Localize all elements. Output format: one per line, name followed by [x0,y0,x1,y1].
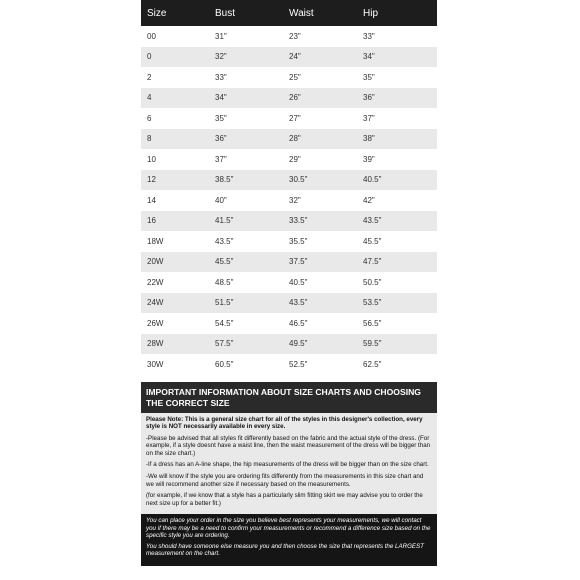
cell-bust: 43.5" [215,236,234,246]
cell-bust: 33" [215,72,227,82]
info-title: IMPORTANT INFORMATION ABOUT SIZE CHARTS AND CHOOSING THE CORRECT SIZE [141,382,437,413]
cell-waist: 29" [289,154,301,164]
table-row [141,67,437,88]
cell-waist: 46.5" [289,318,308,328]
cell-bust: 36" [215,134,227,144]
cell-size: 20W [147,257,164,267]
cell-bust: 31" [215,31,227,41]
cell-waist: 28" [289,134,301,144]
cell-hip: 37" [363,113,375,123]
cell-bust: 34" [215,93,227,103]
cell-size: 18W [147,236,164,246]
cell-size: 12 [147,175,156,185]
cell-size: 22W [147,277,164,287]
table-row [141,252,437,273]
cell-bust: 60.5" [215,359,234,369]
table-row [141,313,437,334]
cell-bust: 32" [215,52,227,62]
cell-bust: 45.5" [215,257,234,267]
header-bust: Bust [215,7,236,19]
cell-bust: 48.5" [215,277,234,287]
cell-hip: 59.5" [363,339,382,349]
info-paragraph: -We will know if the style you are ordering fits differently from the measurements in this size chart and we will recommend another size if necessary based on the measurements. [146,473,424,488]
cell-waist: 25" [289,72,301,82]
cell-bust: 37" [215,154,227,164]
cell-hip: 42" [363,195,375,205]
cell-bust: 57.5" [215,339,234,349]
info-dark-paragraph: You should have someone else measure you and then choose the size that represents the LARGEST measurement on the chart. [146,542,424,558]
table-row [141,211,437,232]
header-hip: Hip [363,7,379,19]
cell-bust: 54.5" [215,318,234,328]
table-row [141,272,437,293]
cell-hip: 39" [363,154,375,164]
cell-bust: 38.5" [215,175,234,185]
cell-hip: 43.5" [363,216,382,226]
info-note: Please Note: This is a general size chart for all of the styles in this designer's collection, every style is NOT necessarily available in every size. [146,415,423,431]
cell-hip: 56.5" [363,318,382,328]
cell-hip: 62.5" [363,359,382,369]
cell-hip: 45.5" [363,236,382,246]
cell-size: 2 [147,72,152,82]
table-row [141,108,437,129]
info-dark-box [141,514,437,566]
cell-hip: 53.5" [363,298,382,308]
cell-size: 8 [147,134,152,144]
cell-hip: 34" [363,52,375,62]
cell-waist: 37.5" [289,257,308,267]
info-dark-paragraph: You can place your order in the size you believe best represents your measurements, we will contact you if there may be a need to confirm your measurements or recommend a difference size based on the specific style you are ordering. [146,517,431,540]
cell-waist: 49.5" [289,339,308,349]
cell-waist: 30.5" [289,175,308,185]
table-row [141,190,437,211]
cell-waist: 43.5" [289,298,308,308]
table-row [141,231,437,252]
table-row [141,47,437,68]
cell-waist: 33.5" [289,216,308,226]
cell-hip: 33" [363,31,375,41]
cell-size: 30W [147,359,164,369]
cell-hip: 38" [363,134,375,144]
cell-waist: 32" [289,195,301,205]
cell-size: 00 [147,31,156,41]
cell-bust: 51.5" [215,298,234,308]
cell-waist: 23" [289,31,301,41]
table-row [141,129,437,150]
cell-size: 26W [147,318,164,328]
cell-hip: 47.5" [363,257,382,267]
cell-bust: 40" [215,195,227,205]
cell-bust: 41.5" [215,216,234,226]
cell-waist: 24" [289,52,301,62]
table-header [141,0,437,26]
header-size: Size [147,7,167,19]
cell-size: 0 [147,52,152,62]
table-row [141,149,437,170]
cell-bust: 35" [215,113,227,123]
cell-waist: 35.5" [289,236,308,246]
cell-waist: 26" [289,93,301,103]
info-paragraph: (for example, if we know that a style has a particularly slim fitting skirt we may advise you to order the next size up for a better fit.) [146,492,423,507]
cell-size: 6 [147,113,152,123]
cell-waist: 52.5" [289,359,308,369]
cell-waist: 40.5" [289,277,308,287]
info-paragraph: -Please be advised that all styles fit differently based on the fabric and the actual style of the dress. (For example, if a style doesnt have a waist line, then the waist measurement of the dress will be bigger than on the size chart.) [146,434,431,457]
cell-hip: 35" [363,72,375,82]
table-row [141,354,437,375]
table-row [141,334,437,355]
cell-size: 28W [147,339,164,349]
cell-waist: 27" [289,113,301,123]
cell-hip: 40.5" [363,175,382,185]
table-row [141,293,437,314]
cell-hip: 36" [363,93,375,103]
info-body [141,413,437,515]
table-row [141,170,437,191]
cell-size: 4 [147,93,152,103]
size-chart-sheet [141,0,437,580]
table-row [141,26,437,47]
header-waist: Waist [289,7,314,19]
cell-size: 16 [147,216,156,226]
cell-size: 10 [147,154,156,164]
cell-size: 24W [147,298,164,308]
table-row [141,88,437,109]
info-paragraph: -If a dress has an A-line shape, the hip measurements of the dress will be bigger than on the size chart. [146,461,429,469]
cell-size: 14 [147,195,156,205]
cell-hip: 50.5" [363,277,382,287]
table-body [141,26,437,375]
